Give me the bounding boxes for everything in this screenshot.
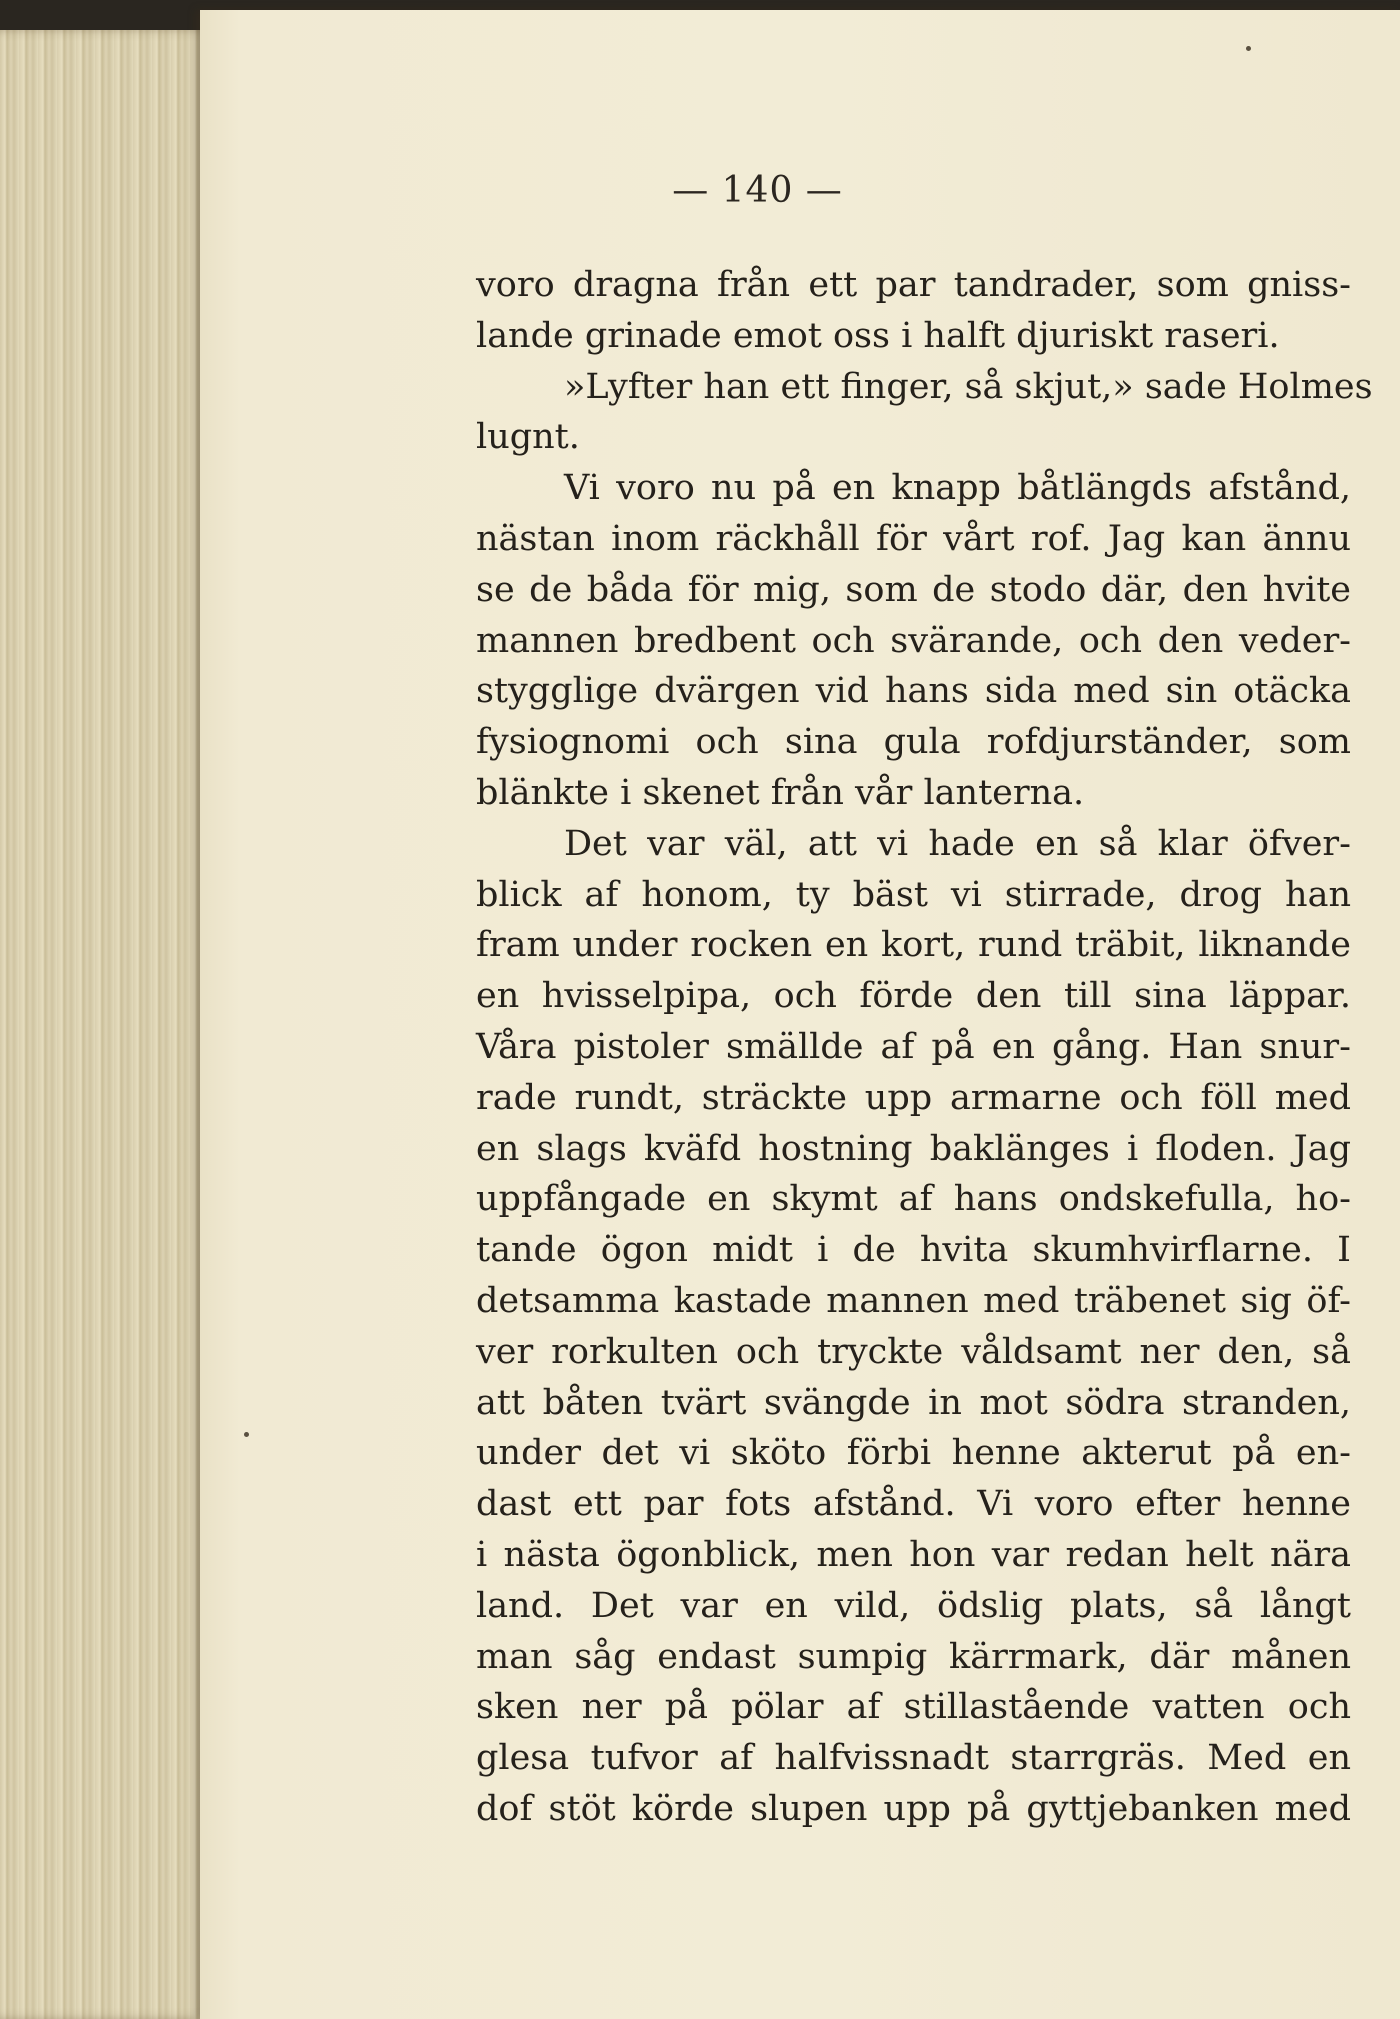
text-line: lugnt. <box>476 417 580 458</box>
text-line: fysiognomi och sina gula rofdjurständer, som <box>476 722 1351 763</box>
text-line: nästan inom räckhåll för vårt rof. Jag kan ännu <box>476 518 1351 559</box>
text-line: under det vi sköto förbi henne akterut på en- <box>476 1433 1351 1474</box>
text-line: uppfångade en skymt af hans ondskefulla, ho- <box>476 1179 1351 1220</box>
page-edges <box>0 30 215 2019</box>
text-line: voro dragna från ett par tandrader, som gniss- <box>476 265 1351 305</box>
text-line: lande grinade emot oss i halft djuriskt raseri. <box>476 315 1280 356</box>
speck <box>244 1432 249 1437</box>
page-number: — 140 — <box>672 170 843 211</box>
text-line: Det var väl, att vi hade en så klar öfver- <box>564 823 1351 864</box>
text-line: blick af honom, ty bäst vi stirrade, drog han <box>476 874 1351 915</box>
text-line: Vi voro nu på en knapp båtlängds afstånd, <box>564 468 1351 509</box>
text-line: blänkte i skenet från vår lanterna. <box>476 772 1085 813</box>
text-line: dof stöt körde slupen upp på gyttjebanken med <box>476 1788 1351 1829</box>
text-line: tande ögon midt i de hvita skumhvirflarne. I <box>476 1230 1351 1271</box>
text-line: land. Det var en vild, ödslig plats, så långt <box>476 1585 1351 1626</box>
text-line: i nästa ögonblick, men hon var redan helt nära <box>476 1534 1351 1575</box>
speck <box>1246 46 1251 51</box>
text-line: dast ett par fots afstånd. Vi voro efter henne <box>476 1484 1351 1525</box>
text-line: stygglige dvärgen vid hans sida med sin otäcka <box>476 671 1351 712</box>
body-text <box>476 260 1373 1835</box>
text-line: man såg endast sumpig kärrmark, där månen <box>476 1636 1351 1677</box>
text-line: Våra pistoler smällde af på en gång. Han snur- <box>476 1026 1351 1067</box>
text-line: att båten tvärt svängde in mot södra stranden, <box>476 1382 1351 1423</box>
text-line: se de båda för mig, som de stodo där, den hvite <box>476 569 1351 610</box>
text-line: sken ner på pölar af stillastående vatten och <box>476 1687 1351 1728</box>
text-line: detsamma kastade mannen med träbenet sig öf- <box>476 1280 1351 1321</box>
text-line: glesa tufvor af halfvissnadt starrgräs. Med en <box>476 1738 1351 1779</box>
text-line: en hvisselpipa, och förde den till sina läppar. <box>476 976 1351 1017</box>
text-line: rade rundt, sträckte upp armarne och föll med <box>476 1077 1351 1118</box>
text-line: en slags kväfd hostning baklänges i floden. Jag <box>476 1128 1351 1169</box>
text-line: fram under rocken en kort, rund träbit, liknande <box>476 925 1351 966</box>
text-line: mannen bredbent och svärande, och den veder- <box>476 620 1351 661</box>
text-line: ver rorkulten och tryckte våldsamt ner den, så <box>476 1331 1351 1372</box>
text-line: »Lyfter han ett finger, så skjut,» sade Holmes <box>564 366 1373 407</box>
